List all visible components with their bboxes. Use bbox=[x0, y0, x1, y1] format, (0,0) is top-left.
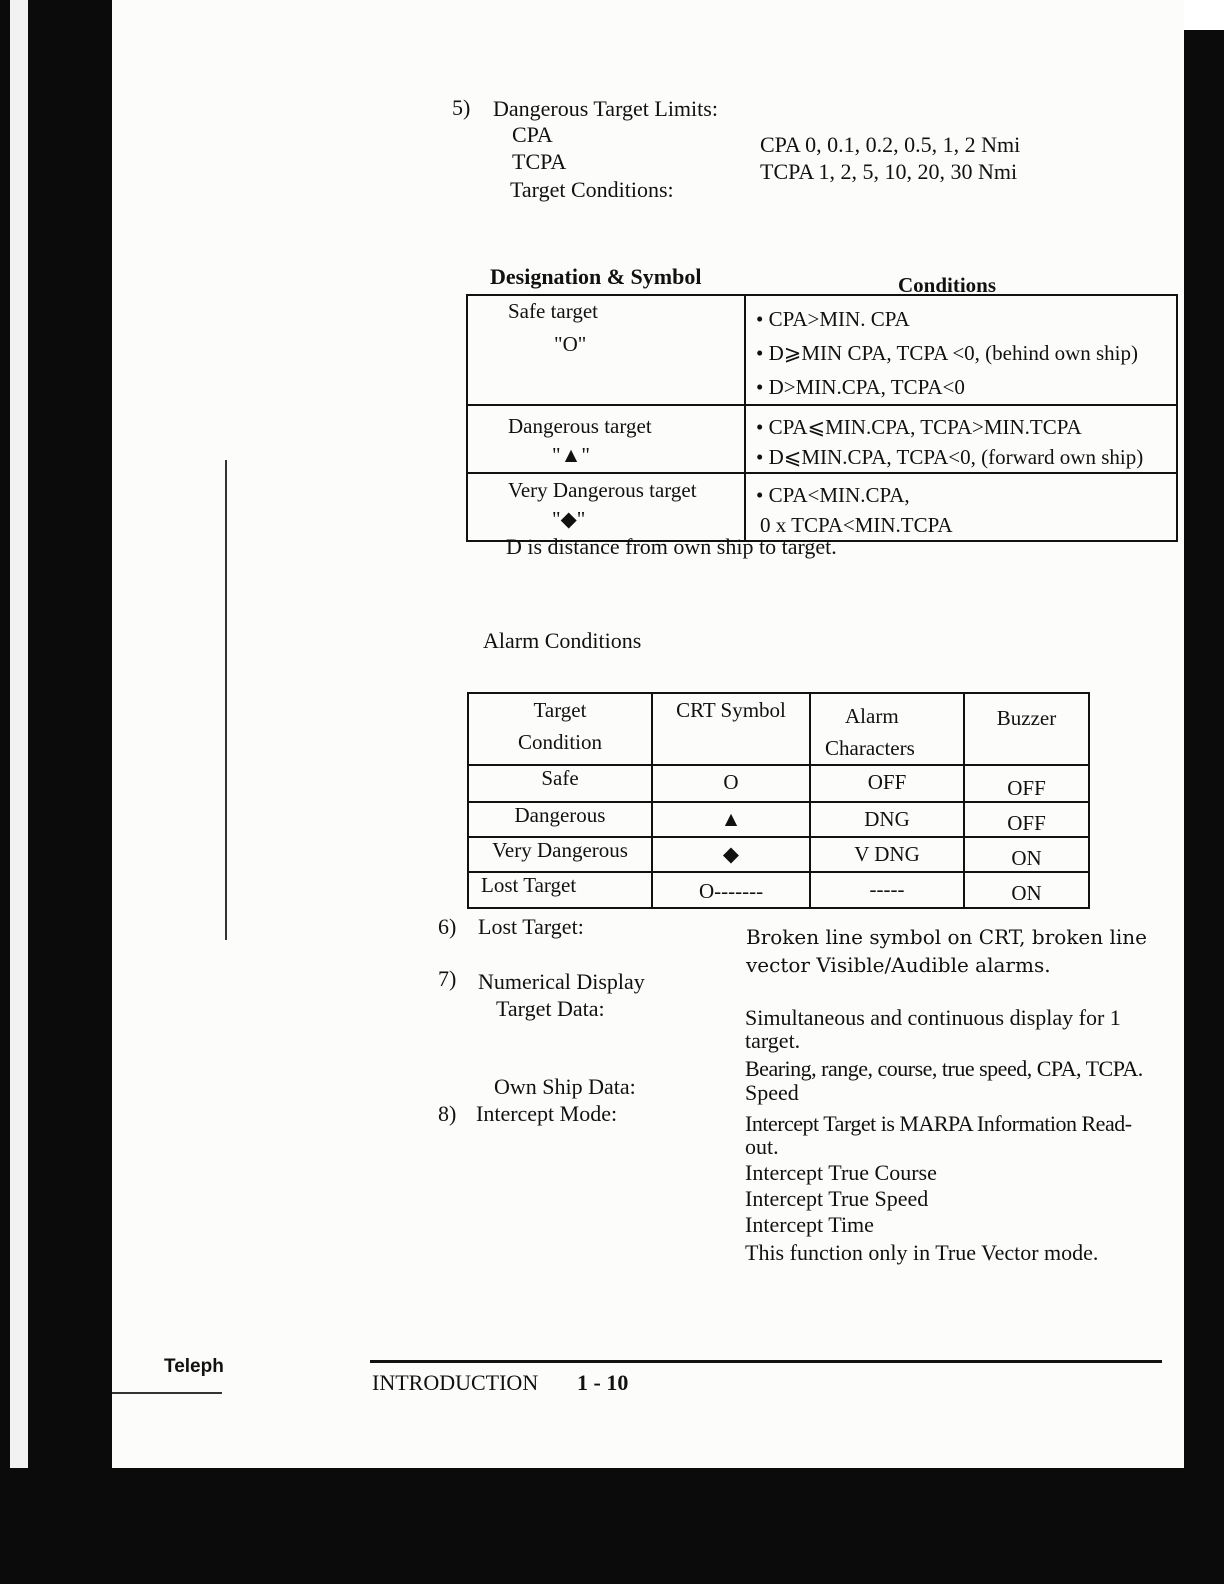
condition-line: • D⩾MIN CPA, TCPA <0, (behind own ship) bbox=[756, 341, 1138, 365]
intercept-desc-line: out. bbox=[745, 1134, 779, 1159]
intercept-desc-line: Intercept Target is MARPA Information Read- bbox=[745, 1111, 1132, 1136]
condition-line: • D>MIN.CPA, TCPA<0 bbox=[756, 375, 965, 399]
designation-name: Dangerous target bbox=[508, 414, 652, 438]
target-data-desc-1: Simultaneous and continuous display for 1 bbox=[745, 1005, 1121, 1030]
cell-target-condition: Very Dangerous bbox=[468, 837, 652, 872]
cell-crt-symbol: O------- bbox=[652, 872, 810, 908]
conditions-cell bbox=[745, 295, 1177, 405]
intercept-desc-line: Intercept True Speed bbox=[745, 1186, 929, 1211]
condition-line: • CPA⩽MIN.CPA, TCPA>MIN.TCPA bbox=[756, 415, 1082, 439]
header-buzzer bbox=[964, 693, 1089, 765]
item8-number: 8) bbox=[438, 1101, 457, 1126]
cell-crt-symbol: ◆ bbox=[652, 837, 810, 872]
header-line: Buzzer bbox=[996, 706, 1057, 730]
header-target-condition bbox=[468, 693, 652, 765]
footer-section-title: INTRODUCTION bbox=[372, 1370, 539, 1395]
designation-name: Very Dangerous target bbox=[508, 478, 697, 502]
scan-edge-right bbox=[1184, 30, 1224, 1470]
cell-target-condition: Dangerous bbox=[468, 802, 652, 837]
alarm-table bbox=[467, 692, 1090, 909]
target-data-label: Target Data: bbox=[496, 996, 605, 1021]
tcpa-values: TCPA 1, 2, 5, 10, 20, 30 Nmi bbox=[760, 159, 1018, 184]
table-row bbox=[467, 473, 1177, 541]
condition-line: • CPA>MIN. CPA bbox=[756, 307, 910, 331]
lost-target-label: Lost Target: bbox=[478, 914, 584, 939]
target-data-desc-2: target. bbox=[745, 1028, 801, 1053]
designation-symbol: "▲" bbox=[552, 443, 590, 467]
intercept-desc-line: Intercept True Course bbox=[745, 1160, 937, 1185]
lost-target-desc-2: vector Visible/Audible alarms. bbox=[746, 953, 1051, 977]
cpa-values: CPA 0, 0.1, 0.2, 0.5, 1, 2 Nmi bbox=[760, 132, 1021, 157]
cell-target-condition: Safe bbox=[468, 765, 652, 802]
item6-number: 6) bbox=[438, 914, 457, 939]
cpa-label: CPA bbox=[512, 122, 553, 147]
own-ship-data-label: Own Ship Data: bbox=[494, 1074, 636, 1099]
scan-edge-bottom bbox=[0, 1468, 1224, 1584]
target-data-desc-3: Bearing, range, course, true speed, CPA, TCPA. bbox=[745, 1056, 1143, 1081]
designation-symbol: "O" bbox=[554, 332, 587, 356]
scan-mark bbox=[112, 1392, 222, 1394]
header-line: CRT Symbol bbox=[676, 698, 786, 722]
table-row bbox=[468, 765, 1089, 802]
cell-buzzer: ON bbox=[964, 837, 1089, 872]
section5-title: Dangerous Target Limits: bbox=[493, 96, 718, 121]
condition-line: • CPA<MIN.CPA, bbox=[756, 483, 910, 507]
designation-cell bbox=[467, 295, 745, 405]
table-row bbox=[468, 837, 1089, 872]
header-crt-symbol bbox=[652, 693, 810, 765]
table-row bbox=[467, 405, 1177, 473]
cell-target-condition: Lost Target bbox=[468, 872, 652, 908]
cell-buzzer: OFF bbox=[964, 802, 1089, 837]
condition-line: 0 x TCPA<MIN.TCPA bbox=[760, 513, 953, 537]
conditions-header: Conditions bbox=[898, 273, 997, 297]
alarm-conditions-title: Alarm Conditions bbox=[483, 628, 642, 653]
item7-number: 7) bbox=[438, 966, 457, 991]
header-line: Characters bbox=[825, 736, 915, 760]
cell-crt-symbol: O bbox=[652, 765, 810, 802]
header-line: Target bbox=[533, 698, 587, 722]
tcpa-label: TCPA bbox=[512, 149, 567, 174]
designation-name: Safe target bbox=[508, 299, 598, 323]
intercept-desc-line: Intercept Time bbox=[745, 1212, 874, 1237]
designation-symbol: "◆" bbox=[552, 507, 586, 531]
intercept-desc-line: This function only in True Vector mode. bbox=[745, 1240, 1099, 1265]
footer-page-number: 1 - 10 bbox=[577, 1370, 629, 1395]
cell-alarm-characters: ----- bbox=[810, 872, 964, 908]
cell-alarm-characters: V DNG bbox=[810, 837, 964, 872]
header-line: Condition bbox=[517, 730, 602, 754]
lost-target-desc-1: Broken line symbol on CRT, broken line bbox=[746, 925, 1147, 949]
table-row bbox=[468, 872, 1089, 908]
table-row bbox=[467, 295, 1177, 405]
section5-number: 5) bbox=[452, 95, 471, 120]
condition-line: • D⩽MIN.CPA, TCPA<0, (forward own ship) bbox=[756, 445, 1144, 469]
designation-header: Designation & Symbol bbox=[490, 264, 702, 289]
target-conditions-label: Target Conditions: bbox=[510, 177, 674, 202]
intercept-mode-label: Intercept Mode: bbox=[476, 1101, 618, 1126]
designation-cell bbox=[467, 405, 745, 473]
table-row bbox=[468, 802, 1089, 837]
conditions-cell bbox=[745, 405, 1177, 473]
document-page bbox=[112, 0, 1184, 1468]
header-line: Alarm bbox=[845, 704, 899, 728]
scan-mark bbox=[225, 460, 227, 940]
fax-header-stamp: Teleph bbox=[164, 1356, 224, 1377]
footer-rule bbox=[370, 1360, 1162, 1363]
designation-cell bbox=[467, 473, 745, 541]
designation-table bbox=[466, 294, 1178, 542]
table-header-row bbox=[468, 693, 1089, 765]
numerical-display-label: Numerical Display bbox=[478, 969, 645, 994]
cell-crt-symbol: ▲ bbox=[652, 802, 810, 837]
cell-alarm-characters: OFF bbox=[810, 765, 964, 802]
scan-edge-strip bbox=[10, 0, 28, 1584]
cell-buzzer: ON bbox=[964, 872, 1089, 908]
header-alarm-characters bbox=[810, 693, 964, 765]
cell-buzzer: OFF bbox=[964, 765, 1089, 802]
own-ship-data-desc: Speed bbox=[745, 1080, 799, 1105]
cell-alarm-characters: DNG bbox=[810, 802, 964, 837]
conditions-cell bbox=[745, 473, 1177, 541]
distance-footnote: D is distance from own ship to target. bbox=[506, 534, 837, 559]
